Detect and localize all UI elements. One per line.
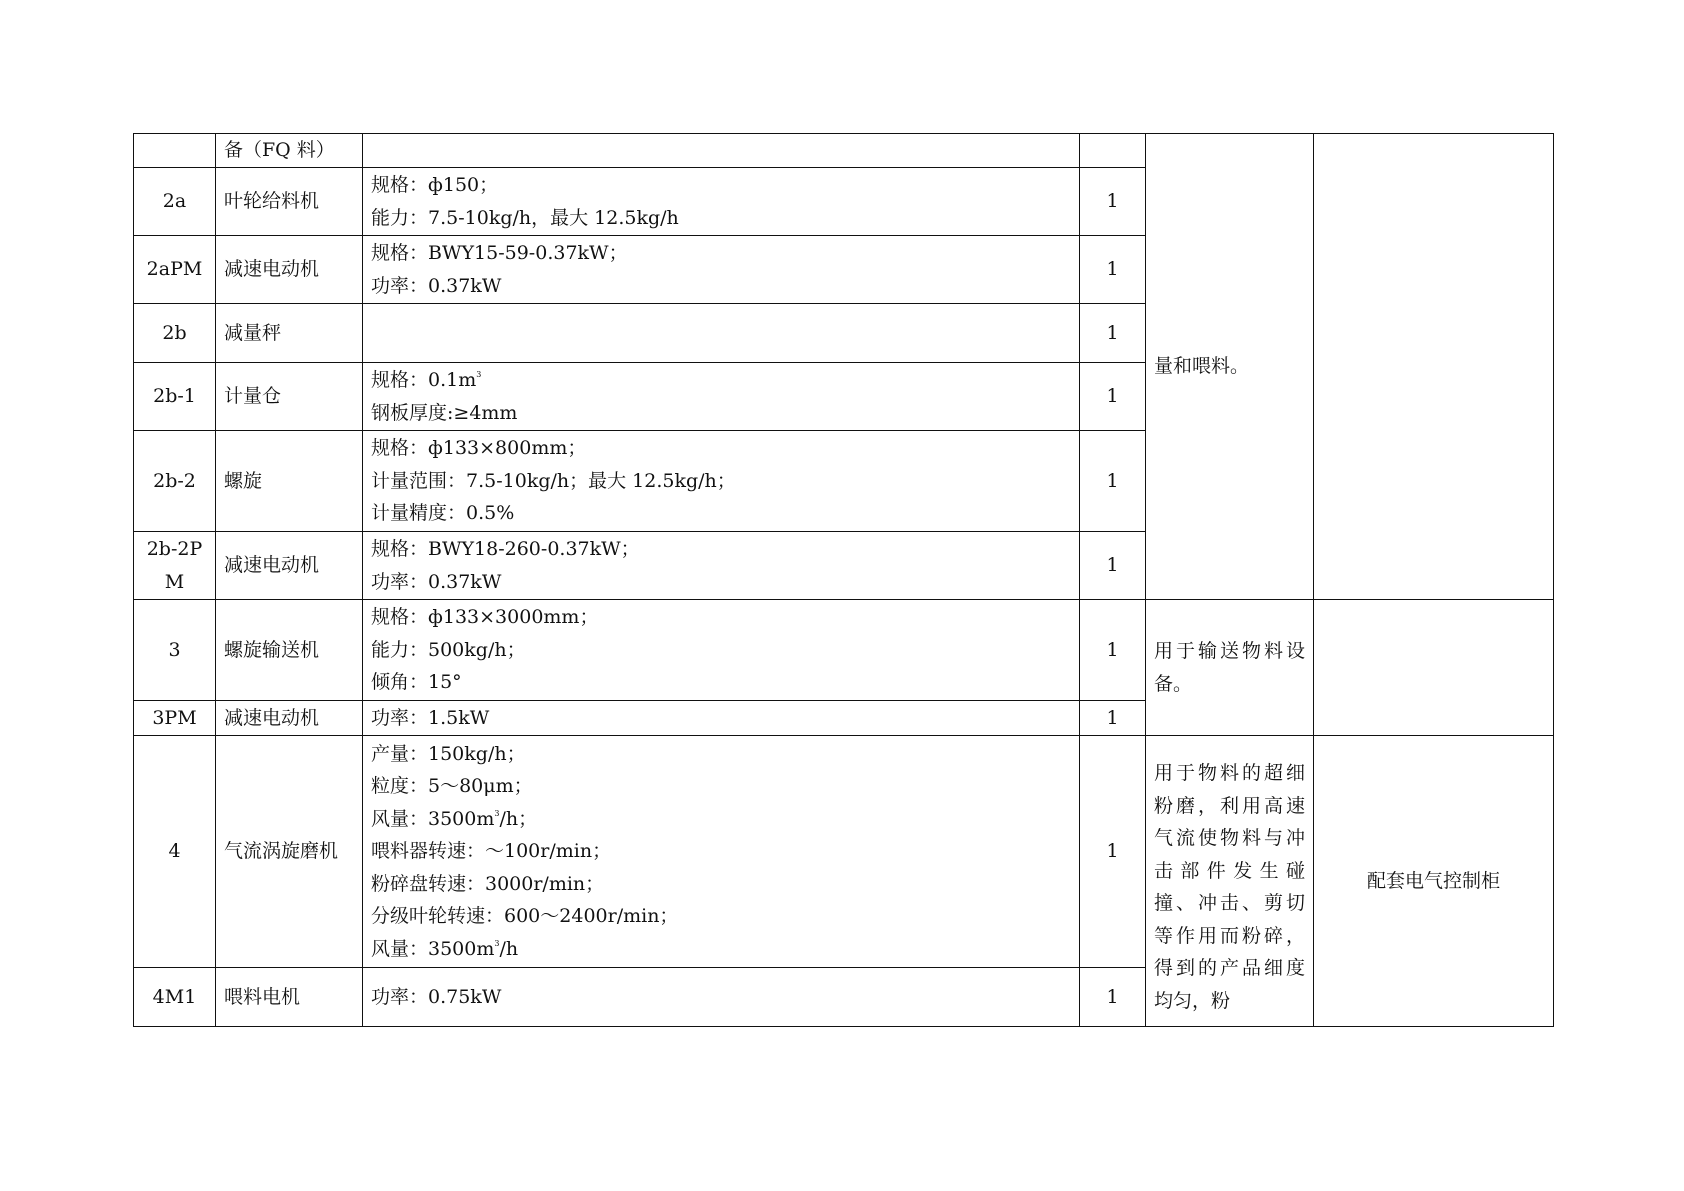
- item-number: 4: [134, 736, 216, 968]
- item-remark: [1314, 134, 1554, 600]
- item-spec: [363, 431, 1080, 532]
- spec-line: 计量精度：0.5%: [371, 502, 515, 525]
- superscript: 3: [494, 938, 500, 948]
- item-spec: [363, 236, 1080, 304]
- item-number: 2b-2PM: [134, 532, 216, 600]
- item-quantity: 1: [1080, 736, 1146, 968]
- spec-line-suffix: /h: [499, 937, 519, 960]
- item-name: 气流涡旋磨机: [216, 736, 363, 968]
- table-row: [134, 134, 1554, 168]
- item-name: 备（FQ 料）: [216, 134, 363, 168]
- item-spec: [363, 363, 1080, 431]
- item-spec: [363, 701, 1080, 736]
- table-row: [134, 600, 1554, 701]
- spec-line-text: 规格：0.1m: [371, 369, 477, 391]
- spec-line: 规格：ф133×3000mm；: [371, 606, 599, 629]
- item-quantity: 1: [1080, 168, 1146, 236]
- spec-line: 喂料器转速：～100r/min；: [371, 840, 612, 863]
- item-spec: [363, 600, 1080, 701]
- spec-line: 功率：0.37kW: [371, 570, 502, 593]
- item-name: 螺旋输送机: [216, 600, 363, 701]
- item-remark: [1314, 600, 1554, 736]
- spec-line-text: 风量：3500m: [371, 937, 495, 960]
- item-purpose: 用于输送物料设备。: [1146, 600, 1314, 736]
- equipment-table: [133, 133, 1554, 1027]
- spec-line: 规格：BWY15-59-0.37kW；: [371, 242, 628, 264]
- item-quantity: 1: [1080, 363, 1146, 431]
- spec-line: 功率：0.37kW: [371, 274, 502, 297]
- item-name: 减速电动机: [216, 236, 363, 304]
- table-row: [134, 736, 1554, 968]
- spec-line: 粉碎盘转速：3000r/min；: [371, 872, 605, 895]
- spec-line: 粒度：5～80μm；: [371, 775, 533, 798]
- spec-line: 钢板厚度:≥4mm: [371, 401, 518, 424]
- item-name: 减速电动机: [216, 532, 363, 600]
- superscript: 3: [494, 808, 500, 818]
- spec-line-text: 风量：3500m: [371, 807, 495, 830]
- spec-line: 能力：500kg/h；: [371, 638, 526, 661]
- spec-line: 规格：BWY18-260-0.37kW；: [371, 538, 640, 560]
- item-name: 计量仓: [216, 363, 363, 431]
- item-number: 2b: [134, 304, 216, 363]
- item-name: 减量秤: [216, 304, 363, 363]
- item-quantity: 1: [1080, 968, 1146, 1027]
- spec-line: [371, 803, 1071, 836]
- item-quantity: 1: [1080, 600, 1146, 701]
- item-spec: [363, 134, 1080, 168]
- spec-line: 规格：ф133×800mm；: [371, 437, 587, 460]
- item-number: 2b-2: [134, 431, 216, 532]
- item-spec: [363, 532, 1080, 600]
- item-number: 3PM: [134, 701, 216, 736]
- item-number: [134, 134, 216, 168]
- spec-line-suffix: /h；: [499, 807, 538, 830]
- superscript: 3: [476, 370, 482, 379]
- item-number: 4M1: [134, 968, 216, 1027]
- spec-line: [371, 933, 1071, 966]
- spec-line: 能力：7.5-10kg/h，最大 12.5kg/h: [371, 206, 679, 229]
- item-quantity: 1: [1080, 304, 1146, 363]
- item-spec: [363, 304, 1080, 363]
- item-name: 叶轮给料机: [216, 168, 363, 236]
- item-number: 3: [134, 600, 216, 701]
- item-name: 喂料电机: [216, 968, 363, 1027]
- spec-line: 功率：0.75kW: [371, 985, 502, 1008]
- item-quantity: 1: [1080, 701, 1146, 736]
- item-name: 减速电动机: [216, 701, 363, 736]
- item-quantity: 1: [1080, 431, 1146, 532]
- item-purpose: 用于物料的超细粉磨，利用高速气流使物料与冲击部件发生碰撞、冲击、剪切等作用而粉碎，得到的产品细度均匀，粉: [1146, 736, 1314, 1027]
- item-quantity: [1080, 134, 1146, 168]
- item-quantity: 1: [1080, 532, 1146, 600]
- item-spec: [363, 968, 1080, 1027]
- spec-line: 功率：1.5kW: [371, 706, 490, 729]
- spec-line: 规格：ф150；: [371, 174, 499, 196]
- item-number: 2aPM: [134, 236, 216, 304]
- spec-line: 倾角：15°: [371, 671, 462, 694]
- spec-line: [371, 364, 1071, 397]
- item-name: 螺旋: [216, 431, 363, 532]
- item-number: 2b-1: [134, 363, 216, 431]
- spec-line: 计量范围：7.5-10kg/h；最大 12.5kg/h；: [371, 469, 736, 492]
- spec-line: 分级叶轮转速：600～2400r/min；: [371, 905, 679, 928]
- item-number: 2a: [134, 168, 216, 236]
- item-spec: [363, 736, 1080, 968]
- item-spec: [363, 168, 1080, 236]
- item-quantity: 1: [1080, 236, 1146, 304]
- item-purpose: 量和喂料。: [1146, 134, 1314, 600]
- item-remark: 配套电气控制柜: [1314, 736, 1554, 1027]
- spec-line: 产量：150kg/h；: [371, 742, 526, 765]
